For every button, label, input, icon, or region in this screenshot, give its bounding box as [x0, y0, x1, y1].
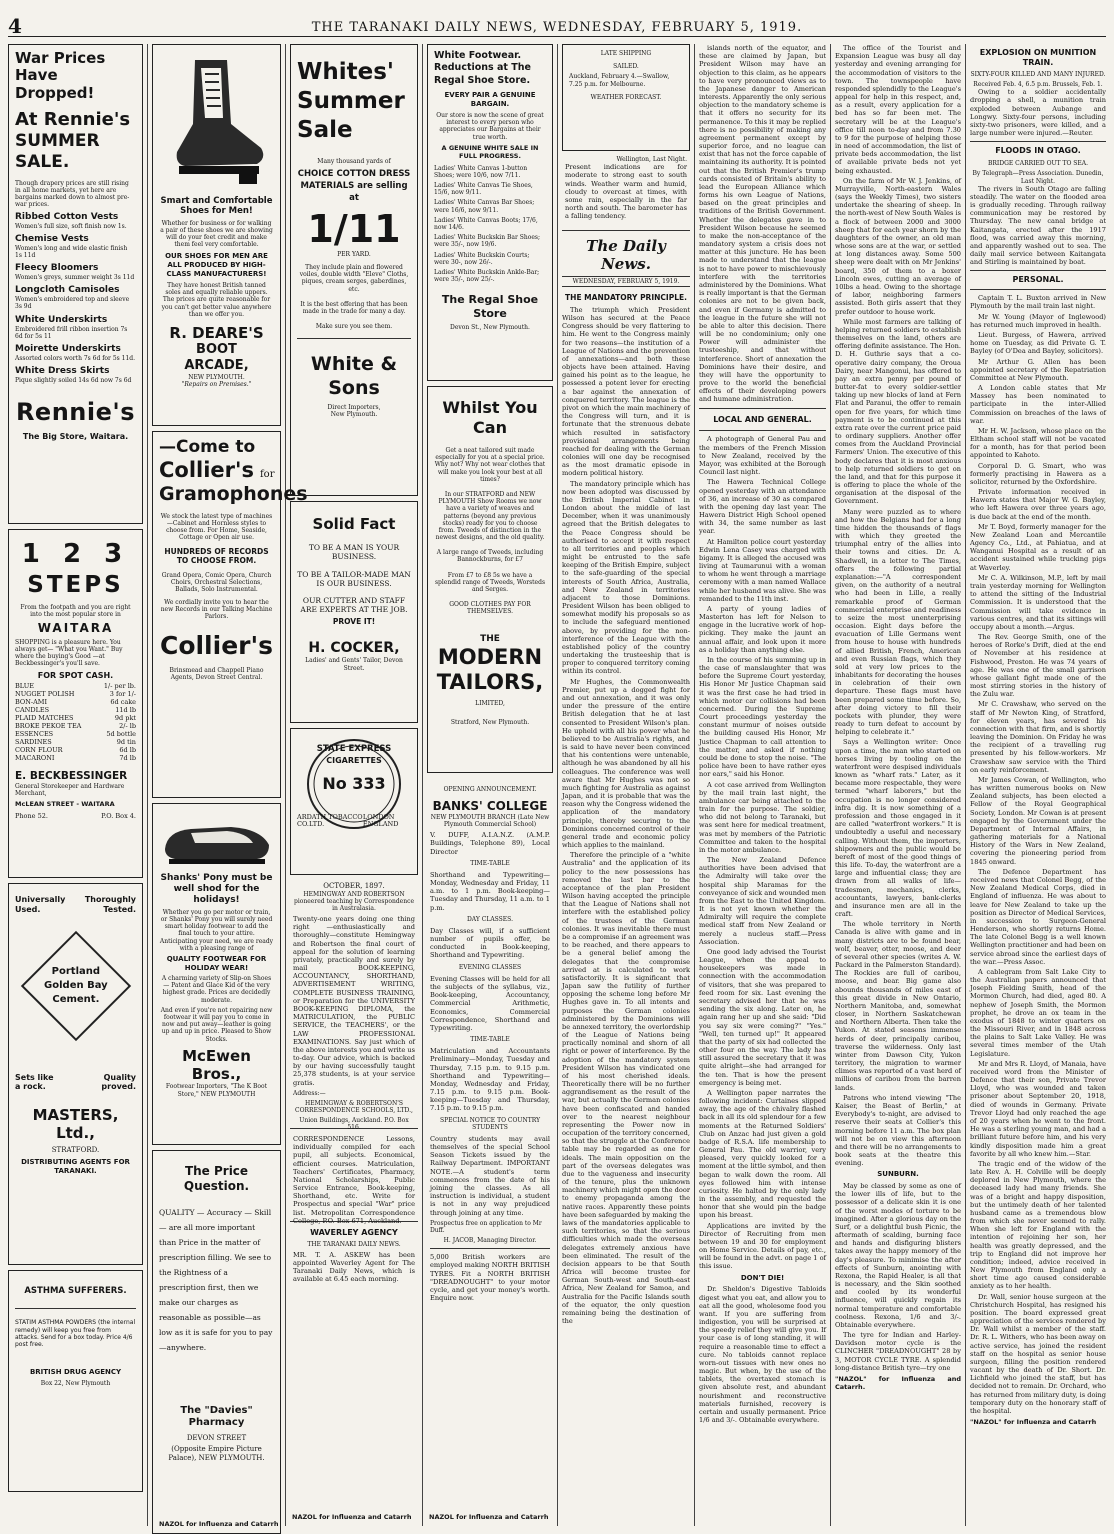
steps-number: 1 2 3 [21, 539, 130, 569]
news-text: Present indications are for moderate to strong east to south winds. Weather warm and humid, cloudy to overcast at times, with some rain, especially in the far north and south. The barometer has a falling tendency. [565, 163, 687, 221]
spot-cash-heading: FOR SPOT CASH. [37, 670, 114, 680]
paragraph: May be classed by some as one of the lower ills of life, but to the possessor of a delicate skin it is one of the worst modes of torture to be imagined. After a glorious day on the Surf, or a delightful bush Picnic, the aftermath of scalding, burning face and hands and disfiguring blisters takes away the happy memory of the day's pleasure. To minimise the after effects of Sunburn, anointing with Rexona, the Rapid Healer, is all that is necessary, and the Skin soothed and cooled by its wonderful influence, will quickly regain its normal temperature and comfortable coolness. Rexona, 1/6 and 3/-. Obtainable everywhere. [835, 1182, 961, 1329]
ad-text: Used. [15, 904, 41, 914]
section-heading: EVENING CLASSES [458, 963, 522, 971]
personal-notes [970, 294, 1106, 1415]
paragraph: The mandatory principle which has now been adopted was discussed by the British Imperial Cabinet in London about the middle of last December, when it was unanimously agreed that the British delegates to the Peace Congress should be authorised to accept it with respect to all territories and peoples which might be entrusted to the safe keeping of the British Empire, subject to the safe-guarding of the special interests of South Africa, Australia, and New Zealand in territories adjacent to those Dominions. President Wilson has been obliged to somewhat modify his proposals so as to include the safeguard mentioned above, by providing for the non-interference of the League with the established policy of the country undertaking the trusteeship that is proper to conquered territory coming within its control. [562, 479, 690, 676]
colliers-ad [152, 431, 308, 798]
banks-college-ad [427, 778, 553, 1462]
paragraph: The office of the Tourist and Expansion League was busy all day yesterday and evening arranging for the accommodation of visitors to the town. The townspeople have responded splendidly to the League's appeal for help in this respect, and, as a result, every application for a bed has so far been met. The secretary will be at the League's office till noon to-day and from 7.30 to 9 for the purpose of helping those in need of accommodation, the list of private beds accommodation, the list of available private beds not yet being exhausted. [835, 44, 961, 175]
paragraph: A party of young ladies of Masterton has left for Nelson to engage in the lucrative work of hop-picking. They make the jaunt an annual affair, and look upon it more as a holiday than anything else. [699, 604, 826, 654]
drug-agency: BRITISH DRUG AGENCY [29, 1368, 122, 1377]
nazol-ad: "NAZOL" for Influenza and Catarrh [970, 1418, 1097, 1427]
deares-name: ARCADE, [184, 358, 249, 374]
ad-headline: Summer [297, 87, 405, 114]
price-item: PLAID MATCHES [15, 713, 74, 722]
waitara-heading: WAITARA [37, 621, 114, 636]
beckbessinger-name: E. BECKBESSINGER [15, 770, 128, 783]
paragraph: Dr. Sheldon's Digestive Tabloids digest what you eat, and allow you to eat all the good, wholesome food you want. If you are suffering from indigestion, you will be surprised at the speedy relief they will give you. If your case is of long standing, it will require a reasonable time to effect a cure. No tabloids cannot replace worn-out tissues with new ones no magic. But when, by the use of the tablets, the overtaxed stomach is given absolute rest, and abundant nourishment and reconstructive materials furnished, recovery is certain and usually permanent. Price 1/6 and 3/-. Obtainable everywhere. [699, 1285, 826, 1425]
tailors-name: MODERN [437, 644, 543, 669]
section-heading: WEATHER FORECAST. [590, 93, 662, 101]
white-sons-logo: White & Sons [310, 353, 398, 399]
masthead [8, 14, 1106, 38]
paragraph: The Hawera Technical College opened yesterday with an attendance of 36, an increase of 30 as compared with the opening day last year. The Hawera District High School opened with 34, the same number as last year. [699, 478, 826, 536]
steps-heading: STEPS [27, 571, 124, 598]
ad-text: Evening Classes will be held for all the subjects of the syllabus, viz., Book-keeping, Accountancy, Commercial Arithmetic, Economics, Commercial Correspondence, Shorthand and Typewriting. [430, 974, 550, 1032]
paragraph: The triumph which President Wilson has secured at the Peace Congress should be very flattering to him. He went to the Congress mainly for two reasons—the institution of a League of Nations and the prevention of annexations—and both these objects have been attained. Having gained his point as to the league, he possessed a potent lever for erecting a bar against the annexation of conquered territory. The league is the pivot on which the main machinery of the Congress will turn, and it is fortunate that the strenuous debate which resulted in satisfactory provisional arrangements being reached for dealing with the German colonies will one day be recognised as the most dramatic episode in modern political history. [562, 305, 690, 478]
metropolitan-ad [290, 1133, 418, 1225]
news-text: Auckland, February 4.—Swallow, 7.25 p.m. for Melbourne. [569, 73, 670, 88]
nazol-ad: NAZOL for Influenza and Catarrh [429, 1513, 549, 1522]
paragraph: Says a Wellington writer: Once upon a time, the man who started on horses living by tooling on the waterfront were despised individuals known as "wharf rats." Later, as it became more respectable, they were termed "wharf laborers," but the occupation is no longer considered infra dig. It is now something of a profession and those engaged in it are called "waterfront workers." It is undoubtedly a useful and necessary calling. Without them, the importers, shipowners and the public would be bereft of most of the good things of this life. To-day, the waterfront are a large and influential class; they are drawn from all walks of life—tradesmen, mechanics, clerks, accountants, lawyers, bank-clerks and insurance men are all in the craft. [835, 738, 961, 919]
personal-note: Corporal D. G. Smart, who was formerly practising in Hawera as a solicitor, returned by the Oxfordshire. [970, 461, 1106, 486]
ad-text: Brinsmead and Chappell Piano Agents, Devon Street Central. [169, 667, 264, 682]
ad-headline: Solid Fact [312, 515, 396, 533]
ad-text: Our store is now the scene of great interest to every person who appreciates our Bargains at their true worth. [436, 112, 544, 141]
price-value: 6d lb [119, 745, 136, 754]
ad-caps: EVERY PAIR A GENUINE BARGAIN. [444, 91, 536, 108]
ad-text: General Storekeeper and Hardware Merchant, [15, 783, 125, 798]
paragraph: islands north of the equator, and these are claimed by Japan, but President Wilson may have an objection to this claim, as he appears to have very pronounced views as to the Japanese danger to American interests. Apparently the only serious objection to the mandatory scheme is that it offers no security for its permanence. To this it may be replied there is no possibility of making any agreement permanent except by superior force, and no league can exist that has not the force capable of maintaining its authority. It is pointed out that the British Premier's trump cards consisted of Britain's ability to lead the European Alliance which forms his own League of Nations, based on the great principles and traditions of the British Government. Whether the delegates gave in to President Wilson because he seemed to make the non-acceptance of the mandatory system a crisis does not matter at this juncture. He has been made to understand that the league is not to have power to mischievously interfere with the territories administered by the Dominions. What is really important is that the German colonies are not to be given back, and even if Germany is admitted to the league in the future she will not be able to alter this decision. There will be no condominium; only one Power will administer the trusteeship, and that without interference. Short of annexation the Dominions have their desire, and they will have the opportunity to prove to the world the beneficial effects of their developing powers and humane administration. [699, 44, 826, 404]
ad-text: Ladies' and Gents' Tailor, Devon Street. [305, 657, 403, 672]
ad-text: HEMINGWAY & ROBERTSON'S CORRESPONDENCE SCHOOLS, LTD., [295, 1099, 413, 1115]
deares-repairs: "Repairs on Premises." [181, 381, 252, 389]
ad-text: Devon St., New Plymouth. [450, 324, 530, 332]
column-7 [835, 44, 961, 1524]
editorial-heading: THE MANDATORY PRINCIPLE. [565, 292, 687, 302]
ad-text: Direct Importers, [327, 403, 381, 411]
ad-text: NEW PLYMOUTH BRANCH (Late New Plymouth Commercial School) [430, 813, 550, 828]
price-item: CANDLES [15, 706, 50, 715]
ad-text: And even if you're not repairing new footwear it will pay you to come in now and put away—leather is going up and up in price. Pleased to Show Stocks. [160, 1006, 273, 1043]
personal-note: Private information received in Hawera states that Major W. G. Bayley, who left Hawera over three years ago, is due back at the end of the month. [970, 488, 1106, 521]
ad-text: V. DUFF, A.I.A.N.Z. (A.M.P. Buildings, Telephone 89), Local Director [430, 831, 550, 856]
ad-text: Get a neat tailored suit made especially for you at a special price. Why not? Why not wear clothes that will make you look your best at all times? [434, 447, 546, 483]
rennies-ad [8, 44, 143, 524]
boot-illustration [165, 54, 269, 192]
ad-text: PER YARD. [337, 250, 371, 258]
ad-headline: The Price Question. [183, 1164, 250, 1193]
paragraph: On the farm of Mr W. J. Jenkins, of Murrayville, North-eastern Wales (says the Weekly Times), two sisters undertake the shearing of sheep. In the north-west of New South Wales is a flock of between 2000 and 3000 sheep that for each year shorn by the daughters of the owner, an old man whose sons are at the war, or settled at long distances away. Some 500 sheep were dealt with on Mr Jenkins' board, 350 of them to a boxer Lincoln ewes, cutting an average of 10lbs a head. Owing to the shortage of labor, neighboring farmers assisted. Both girls assert that they prefer outdoor to house work. [835, 176, 961, 316]
paragraph: Patrons who intend viewing "The Kaiser, the Beast of Berlin," at Everybody's to-night, are advised to reserve their seats at Collier's this morning before 11 a.m. The box plan will not be on view this afternoon and there will be no arrangements to book seats at the theatre this evening. [835, 1093, 961, 1168]
hemingway-ad [290, 880, 418, 1132]
ad-headline: —Come to [159, 437, 256, 457]
ad-text: Sets like [15, 1072, 54, 1082]
colliers-name: Collier's [159, 630, 274, 660]
ad-text: 5,000 British workers are employed making NORTH BRITISH TYRES. Fit a NORTH BRITISH "DREADNOUGHT" to your motor cycle, and get your money's worth. Enquire now. [430, 1253, 550, 1303]
paragraph: At Hamilton police court yesterday Edwin Lena Casey was charged with bigamy. It is alleged the accused was living at Taumarunui with a woman to whom he went through a marriage ceremony with a man named Wallace while her husband was alive. She was remanded to the 11th inst. [699, 537, 826, 603]
column-8 [970, 44, 1106, 1524]
tailors-name: TAILORS, [436, 670, 544, 695]
phone: Phone 52. [15, 811, 48, 820]
news-subheading: SIXTY-FOUR KILLED AND MANY INJURED. [970, 70, 1106, 78]
ad-text: THE TARANAKI DAILY NEWS. [307, 1240, 401, 1248]
ad-text: STATIM ASTHMA POWDERS (the internal remedy) will keep you free from attacks. Send for a box today. Price 4/6 post free. [15, 1319, 136, 1348]
nazol-ad: NAZOL for Influenza and Catarrh [159, 1520, 279, 1529]
mcewen-name: McEwen Bros., [182, 1046, 251, 1084]
editorial-body [562, 306, 690, 1496]
brand-name: CIGARETTES [326, 756, 382, 766]
personal-note: Dr. Wall, senior house surgeon at the Christchurch Hospital, has resigned his position. The board expressed great appreciation of the services rendered by Dr. Wall whilst a member of the staff. Dr. R. L. Withers, who has been away on active service, has joined the resident staff on the hospital as senior house surgeon, filling the position rendered vacant by the death of Dr. Short. Dr. Lichfield who joined the staff, but has decided not to remain. Dr. Orchard, who has returned from military duty, is doing temporary duty on the honorary staff of the hospital. [970, 1292, 1106, 1415]
brand-number: No 333 [322, 774, 386, 794]
ad-text: Address:— [293, 1089, 326, 1097]
price-value: 5d bottle [106, 729, 136, 738]
ad-caps: A GENUINE WHITE SALE IN FULL PROGRESS. [441, 143, 539, 160]
column-3 [290, 44, 418, 1524]
ad-text: OUR CUTTER AND STAFF ARE EXPERTS AT THE JOB. [300, 595, 408, 614]
ad-headline: Shanks' Pony must be well shod for the holidays! [160, 873, 273, 905]
ad-text: Though drapery prices are still rising in all home markets, yet here are bargains marked down to almost pre-war prices. [15, 179, 130, 209]
college-name: BANKS' COLLEGE [432, 799, 548, 814]
rennies-subtitle: The Big Store, Waitara. [22, 431, 129, 441]
sale-list [15, 212, 136, 385]
paragraph: Mr Hughes, the Commonwealth Premier, put up a dogged fight for and out annexation, and it was only under the pressure of the entire British delegation that he at last consented to President Wilson's plan. He upheld with all his power what he believed to be Australia's rights, and is said to have never been convinced that his contentions were untenable, although he was abandoned by all his colleagues. The conference was well aware that Mr Hughes was not so much fighting for Australia as against Japan, and it is probable that was the reason why the Congress widened the application of the mandatory principle, thereby securing to the Dominions concerned control of their general trade and economic policy which applies to the mainland. [562, 677, 690, 850]
section-heading: TIME-TABLE [470, 1036, 510, 1044]
shipping-box [562, 44, 690, 151]
drug-agency-box: Box 22, New Plymouth [40, 1379, 111, 1387]
ad-text: LIMITED, [475, 699, 505, 707]
ad-text: a rock. [15, 1082, 46, 1092]
ad-headline: War Prices [15, 49, 106, 67]
deares-name: BOOT [196, 342, 237, 358]
ad-text: H. JACOB, Managing Director. [443, 1237, 537, 1245]
ad-headline: White Footwear. [434, 50, 522, 61]
price-value: 2/- lb [119, 721, 136, 730]
cocker-name: H. COCKER, [308, 640, 400, 657]
tailors-name: THE [480, 633, 500, 644]
cement-ad [8, 883, 143, 1265]
ad-text: QUALITY — Accuracy — Skill — are all more important than Price in the matter of prescription filling. We see to the Rightness of a prescription first, then we make our charges as reasonable as possible—as low as it is safe for you to pay—anywhere. [159, 1208, 273, 1353]
asthma-heading: ASTHMA SUFFERERS. [24, 1286, 127, 1296]
paragraph: Many were puzzled as to where and how the Belgians had for a long time hidden the thousands of flags with which they greeted the triumphal entry of the allies into their towns and cities. Dr. A. Shadwell, in a letter to The Times, offers the following partial explanation:—"A correspondent given, on the authority of a neutral who had been in Lille, a really remarkable proof of German commercial enterprise and readiness to seize the most unenterprising occasion. Eight days before the evacuation of Lille Germans went from house to house with hundreds of allied British, French, American and even Russian flags, which they sold at very low prices to the inhabitants for decorating the houses in celebration of their own departure. These flags must have been prepared some time before. So, after doing victory to fill their pockets with plunder, they were ready to turn defeat to account by helping to celebrate it." [835, 507, 961, 737]
ad-headline: Have Dropped! [15, 66, 95, 102]
ad-text: MR. T. A. ASKEW has been appointed Waverley Agent for The Taranaki Daily News, which is available at 6.45 each morning. [293, 1250, 415, 1284]
ad-headline: Reductions at The [434, 62, 531, 74]
deares-ad [152, 44, 281, 426]
ad-text: Universally [15, 895, 66, 904]
page-number: 4 [8, 14, 22, 38]
ad-text: Whether you go per motor or train, or Shanks' Pony you will surely need smart holiday footwear to add the final touch to your attire. Anticipating your need, we are ready with a pleasing range of [159, 908, 274, 952]
shoe-price-item: Ladies' White Canvas 1-button Shoes; were 10/6, now 7/11. [434, 164, 528, 179]
sale-item-detail: Women's greys, summer weight 3s 11d [15, 274, 135, 282]
personal-note: Mr Arthur G. Allen has been appointed secretary of the Repatriation Committee at New Plymouth. [970, 357, 1106, 382]
ad-headline: SUMMER SALE. [15, 131, 100, 172]
sale-item [15, 344, 136, 362]
ad-text: In our STRATFORD and NEW PLYMOUTH Show Rooms we now have a variety of weaves and patterns (beyond any previous stocks) ready for you to choose from. Tweeds of distinction in the newest designs, and the old quality. [435, 490, 545, 542]
paragraph: The New Zealand Defence authorities have been advised that the Admiralty will take over the hospital ship Maramas for the conveyance of sick and wounded men from the East to the United Kingdom. It is not yet known whether the Admiralty will require the complete medical staff from New Zealand or merely a nucleus staff.—Press Association. [699, 856, 826, 946]
paragraph: Applications are invited by the Director of Recruiting from men between 19 and 30 for employment on Home Service. Details of pay, etc., will be found in the advt. on page 1 of this issue. [699, 1221, 826, 1271]
gramophones-heading: Gramophones [159, 483, 308, 506]
ad-caps: GOOD CLOTHES PAY FOR THEMSELVES. [449, 601, 531, 616]
personal-note: A cablegram from Salt Lake City to the Australian papers announced that Joseph Fielding Smith, head of the Mormon Church, had died, aged 80. A nephew of Joseph Smith, the Mormon prophet, he drove an ox team in the exodus of 1848 to winter quarters on the Missouri River, and in 1848 across the plains to Salt Lake Valley. He was several times member of the Utah Legislature. [970, 967, 1106, 1058]
sale-item-title: White Dress Skirts [15, 366, 110, 377]
ad-text: TO BE A MAN IS YOUR BUSINESS. [308, 543, 400, 562]
davies-name: The "Davies" Pharmacy [180, 1405, 253, 1429]
price-row [15, 755, 136, 763]
rennies-logo: Rennie's [15, 398, 136, 427]
ad-headline: Whilst You Can [442, 398, 538, 437]
personal-note: Mr C. Crawshaw, who served on the staff of Mr Newton King, of Stratford, for eleven years, has severed his connection with that firm, and is shortly leaving the Dominion. On Friday he was the recipient of a travelling rug presented by his fellow-workers. Mr Crawshaw saw service with the Third on early reinforcement. [970, 700, 1106, 774]
shoe-price-item: Ladies' White Canvas Tie Shoes, 15/6, now 9/11. [434, 182, 533, 197]
brand-name: STATE EXPRESS [316, 744, 392, 754]
paragraph: The rivers in South Otago are falling steadily. The water on the flooded area is gradually receding. Through railway communication may be restored by Thursday. The new canal bridge at Kaitangata, erected after the 1917 flood, was carried away this morning, and apparently washed out to sea. The daily mail service between Kaitangata and Stirling is maintained by boat. [970, 184, 1106, 267]
shoe-price-item: Ladies' White Canvas Bar Shoes; were 16/6, now 9/11. [434, 199, 535, 214]
ad-text: Quality [103, 1072, 136, 1082]
paragraph: One good lady advised the Tourist League, when the appeal to housekeepers was made in connection with the accommodation of visitors, that she was prepared to feed room for six. Last evening the secretary advised her that he was sending the six along. Later on, he again rang her up and she said: "Did you say six were coming?" "Yes." "Well, ten turned up!" It appeared that the party of six had collected the other four on the way. The lady has still assured the secretary that it was quite alright—she had arranged for the ten. That is how the present emergency is being met. [699, 947, 826, 1087]
personal-note: Captain T. L. Buxton arrived in New Plymouth by the mail train last night. [970, 294, 1106, 311]
section-heading: SPECIAL NOTICE TO COUNTRY STUDENTS [439, 1116, 541, 1131]
ad-text: We stock the latest type of machines—Cabinet and Hornless styles to choose from. For Home, Seaside, Cottage or Open air use. [160, 512, 273, 542]
masters-town: STRATFORD. [51, 1145, 100, 1154]
nazol-ad: NAZOL for Influenza and Catarrh [292, 1513, 412, 1522]
ad-caps: OUR SHOES FOR MEN ARE ALL PRODUCED BY HIGH-CLASS MANUFACTURERS! [165, 252, 268, 278]
news-heading: FLOODS IN OTAGO. [995, 146, 1081, 156]
ad-text: HEMINGWAY AND ROBERTSON pioneered teaching by Correspondence in Australasia. [294, 890, 414, 912]
ad-text: Union Buildings, Auckland. P.O. Box 516. [299, 1117, 409, 1132]
shoe-illustration [161, 813, 273, 869]
price-value: 11d lb [115, 706, 136, 715]
sale-item [15, 366, 136, 384]
price-headline: 1/11 [307, 207, 401, 252]
paragraph: A photograph of General Pau and the members of the French Mission to New Zealand, received by the Mayor, was exhibited at the Borough Council last night. [699, 435, 826, 477]
paragraph: While most farmers are talking of helping returned soldiers to establish themselves on the land, others are offering definite assistance. The Hon. D. H. Guthrie says that a co-operative dairy company, the Oroua Dairy, near Mangonui, has offered to pay an extra penny per pound of butter-fat to every soldier-settler taking up new blocks of land at Fern Flat and Paranui, the offer to remain open for five years, for which time payment is to be continued at this extra rate over the current price paid to ordinary suppliers. Another offer comes from the Auckland Provincial Farmers' Union. The executive of this body declares that it is most anxious to help returned soldiers to get on the land, and that for this purpose it is offering to place the whole of the organisation at the disposal of the Government. [835, 317, 961, 506]
masters-name: MASTERS, Ltd., [32, 1106, 119, 1143]
personal-note: Mr and Mrs R. Lloyd, of Manaia, have received word from the Minister of Defence that their son, Private Trevor Lloyd, who was wounded and taken prisoner about September 20, 1918, died of wounds in Germany. Private Trevor Lloyd had only reached the age of 20 years when he went to the front. He was a sterling young man, and had a brilliant future before him, and his very kindly disposition made him a great favorite by all who knew him.—Star. [970, 1059, 1106, 1158]
price-item: BLUE [15, 682, 34, 691]
personal-note: Mr James Cowan, of Wellington, who has written numerous books on New Zealand subjects, has been elected a Fellow of the Royal Geographical Society, London. Mr Cowan is at present engaged by the Government under the Department of Internal Affairs, in gathering materials for a National History of the Wars in New Zealand, covering the pioneering period from 1845 onward. [970, 775, 1106, 866]
sale-item-title: Ribbed Cotton Vests [15, 211, 119, 222]
edition-date: WEDNESDAY, FEBRUARY 5, 1919. [562, 276, 690, 287]
section-heading: DAY CLASSES. [467, 915, 513, 923]
paragraph: The tyre for Indian and Harley-Davidson motor cycle is the CLINCHER "DREADNOUGHT" 28 by 3, MOTOR CYCLE TYRE. A splendid long-distance British tyre—try one [835, 1331, 961, 1372]
price-list [15, 683, 136, 762]
paragraph: In the course of his summing up in the case of manslaughter that was before the Supreme Court yesterday, His Honor Mr Justice Chapman said it was the first case he had tried in which motor car collisions had been concerned. During the Supreme Court proceedings yesterday the constant murmur of noises outside the building caused His Honor, Mr Justice Chapman to call attention to the matter, and asked if nothing could be done to stop the noise. "The police have been to have rather eyes nor ears," said his Honor. [699, 655, 826, 779]
sale-item-detail: Women's embroidered top and sleeve 3s 9d [15, 296, 130, 311]
modern-tailors-ad [427, 386, 553, 773]
sale-item-detail: Assorted colors worth 7s 6d for 5s 11d. [15, 354, 136, 362]
sale-item-title: White Underskirts [15, 314, 108, 325]
weather-box [562, 156, 690, 226]
nameplate: The Daily News. [586, 237, 666, 274]
ad-headline: WAVERLEY AGENCY [310, 1228, 398, 1237]
column-1 [8, 44, 143, 1524]
ad-text: From the footpath and you are right into the most popular store in [20, 603, 131, 618]
shoe-price-item: Ladies' White Canvas Boots; 17/6, now 14/6. [434, 216, 538, 231]
colliers-name: Collier's [159, 457, 254, 482]
regal-logo: The Regal Shoe Store [441, 293, 539, 320]
ad-text: ARDATH TOBACCO CO.LTD. [297, 812, 363, 829]
ad-caps: CHOICE COTTON DRESS MATERIALS are selling at [297, 169, 411, 204]
ad-text: proved. [101, 1082, 136, 1092]
regal-shoe-ad [427, 44, 553, 381]
shoe-price-list [434, 165, 546, 284]
personal-note: Mr H. W. Jackson, whose place on the Eltham school staff will not be vacated for a month, has for that period been appointed to Kahoto. [970, 426, 1106, 460]
sale-item-title: Chemise Vests [15, 233, 89, 244]
section-heading: LOCAL AND GENERAL. [713, 414, 812, 424]
ad-text: Matriculation and Accountants Preliminary—Monday, Tuesday and Thursday, 7.15 p.m. to 9.15 p.m. Shorthand and Typewriting—Monday, Wednesday and Friday, 7.15 p.m. to 9.15 p.m. Book-keeping—Tuesday and Thursday, 7.15 p.m. to 9.15 p.m. [430, 1047, 550, 1113]
ad-date: OCTOBER, 1897. [323, 882, 385, 890]
cement-name: Golden Bay [43, 979, 108, 991]
ad-headline: Whites' [297, 59, 394, 85]
mcewen-ad [152, 803, 281, 1145]
price-item: BON-AMI [15, 698, 48, 707]
deares-town: NEW PLYMOUTH. [188, 374, 245, 382]
ad-text: Shorthand and Typewriting—Monday, Wednesday and Friday, 11 a.m. to 1 p.m. Book-keeping—Tuesday and Thursday, 11 a.m. to 1 p.m. [430, 870, 550, 912]
column-5 [562, 44, 690, 1524]
state-express-ad [290, 728, 418, 875]
shoe-price-item: Ladies' White Buckskin Bar Shoes; were 35/-, now 19/6. [434, 234, 541, 249]
ad-caps: QUALITY FOOTWEAR FOR HOLIDAY WEAR! [166, 955, 267, 972]
ad-caps: OPENING ANNOUNCEMENT. [443, 786, 537, 793]
price-value: 6d cake [110, 698, 136, 707]
shoe-price-item: Ladies' White Buckskin Courts; were 30-, now 26/-. [434, 251, 530, 266]
ad-text: (Opposite Empire Picture Palace), NEW PLYMOUTH. [168, 1445, 265, 1462]
column-6 [699, 44, 826, 1524]
asthma-ad [8, 1270, 143, 1492]
ad-text: CORRESPONDENCE Lessons, individually compiled for each pupil, all subjects. Economical, efficient courses. Matriculation, Teachers' Certificates, Pharmacy, National Scholarships, Public Service Entrance, Book-keeping, Shorthand, etc. Write for Prospectus and special "War" price list. Metropolitan Correspondence College, P.O. Box 671, Auckland. [293, 1135, 415, 1225]
paragraph: Owing to a soldier accidentally dropping a shell, a munition train exploded between Aubange and Longwy. Sixty-four persons, including sixty-two prisoners, were killed, and a large number were injured.—Reuter. [970, 88, 1106, 138]
price-item: MACARONI [15, 753, 55, 762]
ad-text: Many thousand yards of [317, 158, 391, 166]
sale-item-detail: Women's full size, soft finish now 1s. [15, 222, 127, 230]
ad-text: Prospectus free on application to Mr Duff. [430, 1219, 542, 1234]
ad-text: They include plain and flowered voiles, double width "Eleve" Cloths, piques, cream serges, gaberdines, etc. [299, 264, 409, 293]
cocker-ad [290, 501, 418, 723]
ad-text: They have honest British tanned soles and equally reliable uppers. The prices are quite reasonable for you can't get better value anywhere than we offer you. [161, 282, 272, 318]
price-value: 9d tin [116, 737, 136, 746]
ad-text: PROVE IT! [332, 617, 376, 627]
ad-headline: Regal Shoe Store. [434, 74, 531, 86]
section-heading: PERSONAL. [1012, 275, 1064, 285]
price-item: CORN FLOUR [15, 745, 63, 754]
waverley-ad [290, 1226, 418, 1320]
cement-name: Portland [51, 965, 100, 977]
dateline: By Telegraph—Press Association. Dunedin, Last Night. [972, 170, 1104, 185]
cement-diamond [20, 930, 130, 1040]
ad-text: SHOPPING is a pleasure here. You always get— "What you Want." Buy where the buying's Good —at Beckbessinger's you'll save. [15, 638, 123, 668]
ad-text: Day Classes will, if a sufficient number of pupils offer, be conducted in Book-keeping, Shorthand and Typewriting. [430, 926, 550, 960]
ad-text: A charming variety of Slip-on Shoes — Patent and Glace Kid of the very highest grade. Prices are decidedly moderate. [161, 975, 272, 1004]
nazol-ad: "NAZOL" for Influenza and Catarrh. [835, 1375, 961, 1392]
personal-note: The Defence Department has received news that Colonel Begg, of the New Zealand Medical Corps, died in England of influenza. He was about to leave for New Zealand to take up the position as Director of Medical Services, in succession to Surgeon-General Henderson, who shortly returns Home. The late Colonel Begg is a well known Wellington practitioner and had been on service abroad since the earliest days of the war.—Press Assoc. [970, 867, 1106, 966]
ad-text: LONDON ENGLAND [362, 812, 399, 829]
section-heading: TIME-TABLE [470, 859, 510, 867]
whites-sale-ad [290, 44, 418, 496]
po-box: P.O. Box 4. [101, 811, 136, 820]
sale-item-title: Longcloth Camisoles [15, 285, 120, 296]
price-value: 3 for 1/- [109, 690, 136, 699]
shoe-price-item: Ladies' White Buckskin Ankle-Bar; were 35/-, now 25/-. [434, 268, 540, 284]
news-heading: EXPLOSION ON MUNITION TRAIN. [979, 48, 1097, 67]
address: McLEAN STREET - WAITARA [15, 799, 115, 808]
price-value: 9d pkt [114, 713, 136, 722]
sale-item [15, 315, 136, 340]
ad-text: for [259, 468, 275, 480]
price-value: 7d lb [119, 753, 136, 762]
column-2 [152, 44, 308, 1529]
personal-note: Mr W. Young (Mayor of Inglewood) has returned much improved in health. [970, 312, 1106, 329]
ad-text: Grand Opera, Comic Opera, Church Choirs, Orchestral Selections, Ballads, Solo Instrumental. [161, 571, 272, 593]
sale-item-detail: Embroidered frill ribbon insertion 7s 6d for 5s 11 [15, 325, 128, 340]
ad-headline: At Rennie's [15, 108, 131, 130]
price-item: SARDINES [15, 737, 52, 746]
newspaper-title: THE TARANAKI DAILY NEWS, WEDNESDAY, FEBRUARY 5, 1919. [311, 20, 803, 35]
price-item: BROKE PEKOE TEA [15, 721, 82, 730]
personal-note: The Rev. George Smith, one of the heroes of Rorke's Drift, died at the end of November at his residence at Fishwood, Preston. He was 74 years of age. He was one of the small garrison whose gallant fight made one of the most stirring stories in the history of the Zulu war. [970, 633, 1106, 699]
paragraph: A cot case arrived from Wellington by the mail train last night, the ambulance car being attached to the train for the purpose. The soldier, who did not belong to Taranaki, but was sent here for medical treatment, was met by members of the Patriotic Committee and taken to the hospital in the motor ambulance. [699, 780, 826, 854]
records-heading: HUNDREDS OF RECORDS TO CHOOSE FROM. [164, 547, 269, 566]
paragraph: Therefore the principle of a "white Australia" and the application of its policy to the new possessions has removed the last bar to the acceptance of the plan President Wilson having accepted the principle that the League of Nations shall not interfere with the established policy of the trustees of the German colonies. It was inevitable there must be a compromise if an agreement was to be reached, and there appears to be a general belief among the delegates that the compromise arrived at is calculated to work satisfactorily. It is significant that Japan saw the futility of further opposing the scheme long before Mr Hughes gave in. To all intents and purposes the German colonies administered by the Dominions will be annexed territory, the overlordship of the League of Nations being practically nominal and shorn of all right or power of interference. By the adoption of the mandatory system President Wilson has vindicated one of his most cherished ideals. Theoretically there will be no further aggrandisement as the result of the war, but actually the German colonies have been confiscated and handed over to the nearest neighbour representing the Power now in occupation of the territory concerned, so that the struggle at the Conference table may be regarded as one for ideals. The main opposition on the part of the overseas delegates was due to the vagueness and insecurity of the tenure, plus the unknown machinery which might open the door to enemy propaganda among the native races. Apparently these points have been safeguarded by making the laws of the mandatories applicable to such territories, so that the serious difficulties which made the overseas delegates extremely anxious have been eliminated. The result of the decision appears to be that South Africa will become trustee for German South-west and South-east Africa, New Zealand for Samoa, and Australia for the Pacific Islands south of the equator, the only question remaining being the destination of the [562, 851, 690, 1326]
personal-note: Mr T. Boyd, formerly manager for the New Zealand Loan and Mercantile Agency Co., Ltd., at Pahiatua, and at Wanganui Hospital as a result of an accident sustained while trucking pigs at Waverley. [970, 522, 1106, 572]
dateline: Received Feb. 4, 6.5 p.m. Brussels, Feb. 1. [973, 81, 1103, 88]
section-heading: SUNBURN. [877, 1170, 919, 1179]
ad-text: Country students may avail themselves of the special School Season Tickets issued by the Railway Department. IMPORTANT NOTE.—A student's term commences from the date of his joining the classes. As all instruction is individual, a student is not in any way prejudiced through joining at any time. [430, 1134, 550, 1217]
column-4 [427, 44, 553, 1524]
paragraph: A Wellington paper narrates the following incident: Curtaines slipped away, the age of the chivalry flashed back in all its old splendour for a few moments at the Returned Soldiers' Club on Anzac had just given a gold badge of R.S.A. life membership to General Pau. The old warrior, very pleased, very quickly looked for a moment at the little symbol, and then began to walk down the room. All eyes followed him with intense curiosity. He halted by the only lady in the assembly, and requested the honor that she would pin the badge upon his breast. [699, 1088, 826, 1220]
price-value: 1/- per lb. [103, 682, 136, 691]
ad-text: It is the best offering that has been made in the trade for many a day. [300, 300, 408, 316]
ad-headline: Smart and Comfortable Shoes for Men! [160, 196, 273, 217]
sale-item [15, 285, 136, 310]
section-heading: SAILED. [613, 63, 639, 71]
ad-text: Whether for business or for walking a pair of these shoes we are showing will do your feet credit and make them feel very comfortable. [160, 219, 273, 249]
dateline: Wellington, Last Night. [616, 156, 687, 163]
pharmacy-ad [152, 1150, 281, 1534]
price-item: NUGGET POLISH [15, 690, 75, 699]
section-heading: DON'T DIE! [740, 1273, 785, 1282]
section-heading: LATE SHIPPING [600, 50, 652, 57]
sale-item-detail: Pique slightly soiled 14s 6d now 7s 6d [15, 377, 132, 385]
ad-text: We cordially invite you to hear the new Records in our Talking Machine Parlors. [160, 599, 273, 621]
ad-text: TO BE A TAILOR-MADE MAN IS OUR BUSINESS. [297, 569, 411, 588]
ad-text: New Plymouth. [330, 410, 378, 418]
sale-item [15, 263, 136, 281]
ad-text: Thoroughly [84, 895, 136, 904]
ad-text: Stratford, New Plymouth. [450, 718, 530, 726]
ad-text: A large range of Tweeds, including Bannockburns, for £7 [436, 549, 544, 564]
beckbessinger-ad [8, 529, 143, 878]
news-subheading: BRIDGE CARRIED OUT TO SEA. [987, 160, 1089, 168]
personal-note: A London cable states that Mr Massey has been nominated to participate in the inter-Allied Commission on breaches of the laws of war. [970, 384, 1106, 425]
masters-agents: DISTRIBUTING AGENTS FOR TARANAKI. [21, 1158, 130, 1175]
ad-text: Twenty-one years doing one thing right —enthusiastically and thoroughly—constitute Hemingway and Robertson the final court of appeal for the solution of learning privately, practically and surely by mail BOOK-KEEPING, ACCOUNTANCY, SHORTHAND, ADVERTISEMENT WRITING, COMPLETE BUSINESS TRAINING, or Preparation for the UNIVERSITY BOOK-KEEPING DIPLOMA, the MATRICULATION, the PUBLIC SERVICE, the TEACHERS', or the LAW PROFESSIONAL EXAMINATIONS. Say just which of the above interests you and write us to-day. Our advice, which is backed by our having successfully taught 25,378 students, is at your service gratis. [293, 915, 415, 1087]
ad-text: Tested. [103, 904, 136, 914]
personal-note: The tragic end of the widow of the late Rev. A. H. Colville will be deeply deplored in New Plymouth, where the deceased lady had many friends. She was of a bright and happy disposition, but the untimely death of her talented husband came as a tremendous blow from which she never seemed to rally. When she left for England with the intention of rejoining her son, her health was greatly depressed, and the trip to England did not improve her condition; indeed, advice received in New Plymouth from England only a short time ago caused considerable anxiety as to her health. [970, 1159, 1106, 1291]
ad-text: DEVON STREET [186, 1433, 247, 1442]
personal-note: Lieut. Burgess, of Hawera, arrived home on Tuesday, as did Private G. T. Bayley (of O'Dea and Bayley, solicitors). [970, 331, 1106, 356]
cement-name: Cement. [51, 993, 100, 1005]
sale-item-detail: Women's long and wide elastic finish 1s 11d [15, 244, 128, 259]
ad-text: From £7 to £8 5s we have a splendid range of Tweeds, Worsteds and Serges. [434, 571, 546, 594]
paragraph: The whole territory in North Canada is alive with game and in many districts are to be found bear, wolf, beaver, otter, moose, and deer of several other species (writes A. W. Packard in the Palmerston Standard). The Rockies are full of caribou, moose, and bear. Big game also abounds thousands of miles east of this great divide in New Ontario, Northern Manitoba, and, somewhat closer, in Northern Saskatchewan and Northern Alberta. Then take the Yukon. At stated seasons immense herds of deer, principally caribou, traverse the wilderness. Only last winter from Dawson City, Yukon territory, the migration to warmer climes was reported of a vast herd of millions of caribou from the barren lands. [835, 920, 961, 1092]
price-item: ESSENCES [15, 729, 54, 738]
sale-item-title: Fleecy Bloomers [15, 263, 99, 274]
ad-text: Footwear Importers, "The K Boot Store," NEW PLYMOUTH [165, 1083, 268, 1098]
sale-item [15, 212, 136, 230]
ad-headline: Sale [297, 116, 353, 143]
ad-text: Make sure you see them. [315, 323, 393, 331]
personal-note: Mr C. A. Wilkinson, M.P., left by mail train yesterday morning for Wellington to attend the sitting of the Industrial Commission. It is understood that the Commission will take evidence in various centres, and that its sittings will occupy about a month.—Argus. [970, 573, 1106, 631]
sale-item [15, 234, 136, 259]
sale-item-title: Moirette Underskirts [15, 344, 121, 355]
deares-name: R. DEARE'S [169, 324, 264, 342]
